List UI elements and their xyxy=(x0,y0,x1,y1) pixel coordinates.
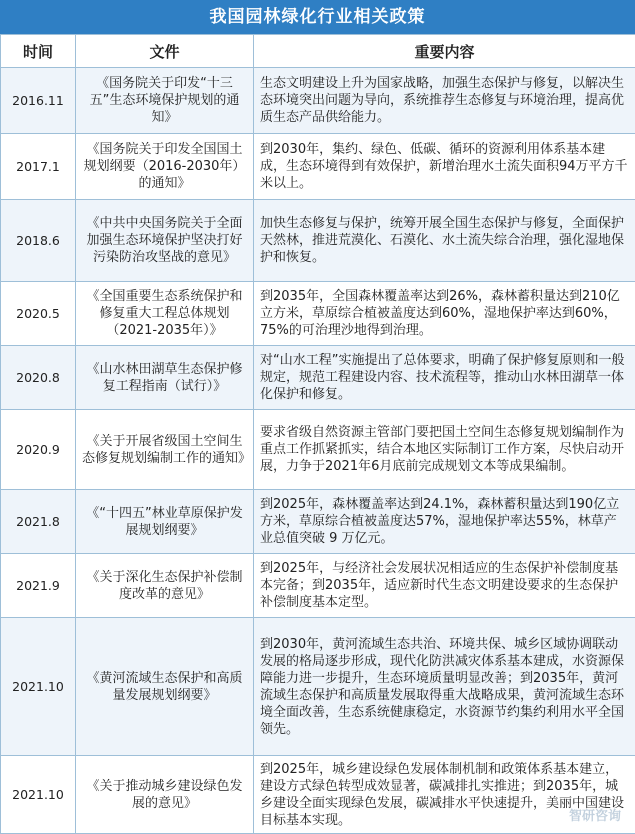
cell-content: 对“山水工程”实施提出了总体要求，明确了保护修复原则和一般规定，规范工程建设内容、技术流程等，推动山水林田湖草一体化保护和修复。 xyxy=(254,346,635,410)
cell-file: 《关于深化生态保护补偿制度改革的意见》 xyxy=(76,554,254,618)
cell-file: 《关于开展省级国土空间生态修复规划编制工作的通知》 xyxy=(76,410,254,490)
table-row xyxy=(1,410,635,490)
cell-content: 生态文明建设上升为国家战略，加强生态保护与修复，以解决生态环境突出问题为导向，系统推荐生态修复与环境治理，提高优质生态产品供给能力。 xyxy=(254,68,635,134)
cell-content: 到2030年，黄河流域生态共治、环境共保、城乡区域协调联动发展的格局逐步形成，现代化防洪减灾体系基本建成，水资源保障能力进一步提升，生态环境质量明显改善；到2035年，黄河流域生态保护和高质量发展取得重大战略成果，黄河流域生态环境全面改善，生态系统健康稳定，水资源节约集约利用水平全国领先。 xyxy=(254,618,635,756)
table-row xyxy=(1,134,635,200)
table-row xyxy=(1,282,635,346)
cell-file: 《国务院关于印发全国国土规划纲要（2016-2030年）的通知》 xyxy=(76,134,254,200)
cell-content: 到2035年，全国森林覆盖率达到26%，森林蓄积量达到210亿立方米，草原综合植被盖度达到60%，湿地保护率达到60%，75%的可治理沙地得到治理。 xyxy=(254,282,635,346)
cell-time: 2020.9 xyxy=(1,410,76,490)
cell-content: 加快生态修复与保护，统筹开展全国生态保护与修复，全面保护天然林，推进荒漠化、石漠化、水土流失综合治理，强化湿地保护和恢复。 xyxy=(254,200,635,282)
cell-file: 《中共中央国务院关于全面加强生态环境保护坚决打好污染防治攻坚战的意见》 xyxy=(76,200,254,282)
page-title: 我国园林绿化行业相关政策 xyxy=(0,0,635,34)
cell-content: 要求省级自然资源主管部门要把国土空间生态修复规划编制作为重点工作抓紧抓实，结合本地区实际制订工作方案，尽快启动开展，力争于2021年6月底前完成规划文本等成果编制。 xyxy=(254,410,635,490)
table-row xyxy=(1,68,635,134)
table-row xyxy=(1,346,635,410)
table-row xyxy=(1,618,635,756)
cell-time: 2018.6 xyxy=(1,200,76,282)
table-row xyxy=(1,200,635,282)
cell-time: 2021.8 xyxy=(1,490,76,554)
cell-file: 《黄河流域生态保护和高质量发展规划纲要》 xyxy=(76,618,254,756)
cell-time: 2020.5 xyxy=(1,282,76,346)
cell-time: 2017.1 xyxy=(1,134,76,200)
cell-content: 到2030年，集约、绿色、低碳、循环的资源利用体系基本建成，生态环境得到有效保护，新增治理水土流失面积94万平方千米以上。 xyxy=(254,134,635,200)
table-row xyxy=(1,490,635,554)
cell-time: 2021.10 xyxy=(1,756,76,834)
header-time: 时间 xyxy=(1,35,76,68)
cell-content: 到2025年，与经济社会发展状况相适应的生态保护补偿制度基本完备；到2035年，适应新时代生态文明建设要求的生态保护补偿制度基本定型。 xyxy=(254,554,635,618)
watermark: 智研咨询 xyxy=(569,805,621,824)
table-header-row xyxy=(1,35,635,68)
cell-time: 2021.9 xyxy=(1,554,76,618)
cell-file: 《山水林田湖草生态保护修复工程指南（试行）》 xyxy=(76,346,254,410)
cell-content: 到2025年，森林覆盖率达到24.1%，森林蓄积量达到190亿立方米，草原综合植被盖度达57%，湿地保护率达55%，林草产业总值突破 9 万亿元。 xyxy=(254,490,635,554)
header-file: 文件 xyxy=(76,35,254,68)
cell-content: 到2025年，城乡建设绿色发展体制机制和政策体系基本建立，建设方式绿色转型成效显著，碳减排扎实推进；到2035年，城乡建设全面实现绿色发展，碳减排水平快速提升，美丽中国建设目标基本实现。 xyxy=(254,756,635,834)
policy-table xyxy=(0,34,635,834)
table-row xyxy=(1,554,635,618)
cell-time: 2020.8 xyxy=(1,346,76,410)
cell-file: 《“十四五”林业草原保护发展规划纲要》 xyxy=(76,490,254,554)
cell-file: 《关于推动城乡建设绿色发展的意见》 xyxy=(76,756,254,834)
cell-file: 《国务院关于印发“十三五”生态环境保护规划的通知》 xyxy=(76,68,254,134)
table-row xyxy=(1,756,635,834)
header-content: 重要内容 xyxy=(254,35,635,68)
cell-time: 2021.10 xyxy=(1,618,76,756)
cell-time: 2016.11 xyxy=(1,68,76,134)
cell-file: 《全国重要生态系统保护和修复重大工程总体规划（2021-2035年）》 xyxy=(76,282,254,346)
